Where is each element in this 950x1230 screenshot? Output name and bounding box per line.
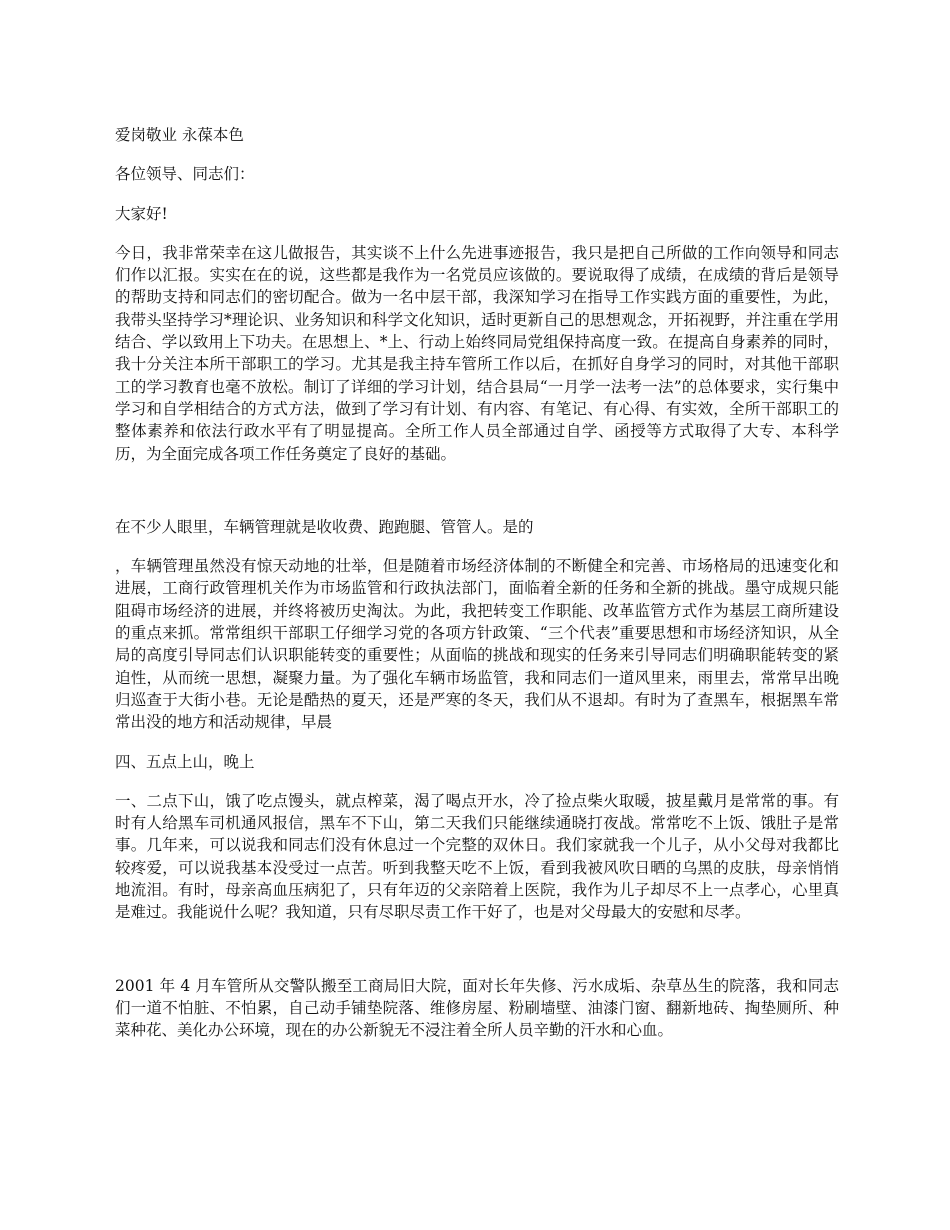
greeting: 大家好! [115, 204, 168, 223]
document-title: 爱岗敬业 永葆本色 [115, 126, 244, 144]
paragraph-3: ，车辆管理虽然没有惊天动地的壮举，但是随着市场经济体制的不断健全和完善、市场格局的迅速变化和进展，工商行政管理机关作为市场监管和行政执法部门，面临着全新的任务和全新的挑战。墨守成规只能阻碍市场经济的进展，并终将被历史淘汰。为此，我把转变工作职能、改革监管方式作为基层工商所建设的重点来抓。常常组织干部职工仔细学习党的各项方针政策、“三个代表”重要思想和市场经济知识，从全局的高度引导同志们认识职能转变的重要性；从面临的挑战和现实的任务来引导同志们明确职能转变的紧迫性，从而统一思想，凝聚力量。为了强化车辆市场监管，我和同志们一道风里来，雨里去，常常早出晚归巡查于大街小巷。无论是酷热的夏天，还是严寒的冬天，我们从不退却。有时为了查黑车，根据黑车常常出没的地方和活动规律，早晨 [115, 557, 839, 732]
paragraph-2: 在不少人眼里，车辆管理就是收收费、跑跑腿、管管人。是的 [115, 517, 534, 536]
paragraph-5: 一、二点下山，饿了吃点馒头，就点榨菜，渴了喝点开水，冷了捡点柴火取暖，披星戴月是常常的事。有时有人给黑车司机通风报信，黑车不下山，第二天我们只能继续通晓打夜战。常常吃不上饭、饿肚子是常事。几年来，可以说我和同志们没有休息过一个完整的双休日。我们家就我一个儿子，从小父母对我都比较疼爱，可以说我基本没受过一点苦。听到我整天吃不上饭，看到我被风吹日晒的乌黑的皮肤，母亲悄悄地流泪。有时，母亲高血压病犯了，只有年迈的父亲陪着上医院，我作为儿子却尽不上一点孝心，心里真是难过。我能说什么呢？我知道，只有尽职尽责工作干好了，也是对父母最大的安慰和尽孝。 [115, 791, 839, 922]
paragraph-4: 四、五点上山，晚上 [115, 752, 255, 771]
salutation: 各位领导、同志们： [115, 165, 255, 184]
paragraph-6: 2001 年 4 月车管所从交警队搬至工商局旧大院，面对长年失修、污水成垢、杂草丛生的院落，我和同志们一道不怕脏、不怕累，自己动手铺垫院落、维修房屋、粉刷墙壁、油漆门窗、翻新地砖、掏垫厕所、种菜种花、美化办公环境，现在的办公新貌无不浸注着全所人员辛勤的汗水和心血。 [115, 976, 839, 1040]
paragraph-1: 今日，我非常荣幸在这儿做报告，其实谈不上什么先进事迹报告，我只是把自己所做的工作向领导和同志们作以汇报。实实在在的说，这些都是我作为一名党员应该做的。要说取得了成绩，在成绩的背后是领导的帮助支持和同志们的密切配合。做为一名中层干部，我深知学习在指导工作实践方面的重要性，为此，我带头坚持学习*理论识、业务知识和科学文化知识，适时更新自己的思想观念，开拓视野，并注重在学用结合、学以致用上下功夫。在思想上、*上、行动上始终同局党组保持高度一致。在提高自身素养的同时，我十分关注本所干部职工的学习。尤其是我主持车管所工作以后，在抓好自身学习的同时，对其他干部职工的学习教育也毫不放松。制订了详细的学习计划，结合县局“一月学一法考一法”的总体要求，实行集中学习和自学相结合的方式方法，做到了学习有计划、有内容、有笔记、有心得、有实效，全所干部职工的整体素养和依法行政水平有了明显提高。全所工作人员全部通过自学、函授等方式取得了大专、本科学历，为全面完成各项工作任务奠定了良好的基础。 [115, 243, 839, 463]
document-body [115, 124, 839, 1042]
